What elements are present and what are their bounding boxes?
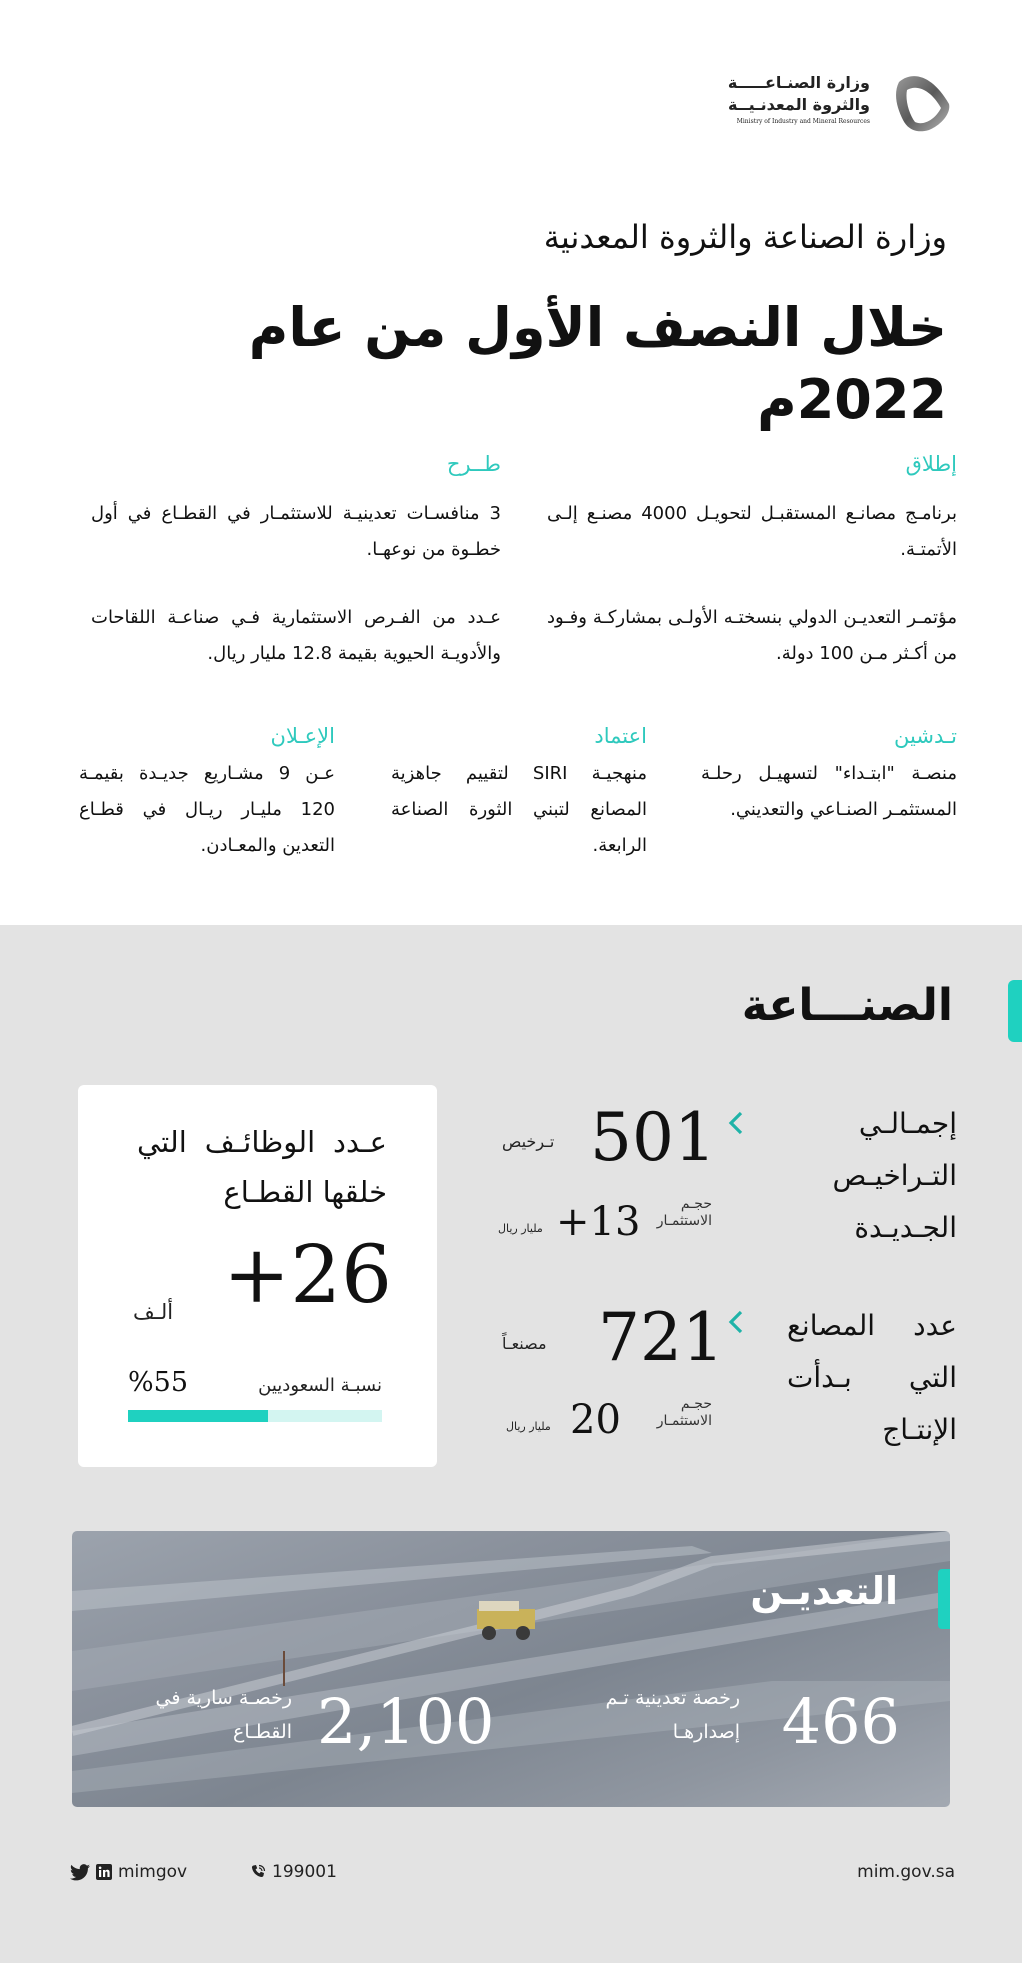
saudization-percent: %55	[128, 1367, 189, 1398]
highlight-offering	[91, 452, 501, 672]
factories-investment-label: حجـم الاستثمـار	[656, 1396, 712, 1429]
mining-active-label: رخصـة سارية في القطـاع	[155, 1687, 292, 1743]
highlight-heading: تـدشين	[894, 724, 957, 748]
factories-unit: مصنعـاً	[502, 1334, 547, 1353]
highlight-text: مؤتمـر التعديـن الدولي بنسختـه الأولـى بمشاركـة وفـود من أكـثر مـن 100 دولة.	[547, 607, 957, 664]
factories-investment-unit: مليار ريال	[506, 1420, 551, 1433]
saudization-progress-bar	[128, 1410, 382, 1422]
phone-number[interactable]: 199001	[272, 1862, 337, 1882]
page-subtitle: وزارة الصناعة والثروة المعدنية	[543, 218, 947, 256]
highlight-heading: طــرح	[446, 452, 501, 476]
mining-active-value: 2,100	[317, 1685, 495, 1758]
highlight-text: عـدد من الفـرص الاستثمارية فـي صناعـة اللقاحات والأدويـة الحيوية بقيمة 12.8 مليار ريال.	[91, 607, 501, 664]
highlight-adoption	[391, 724, 647, 864]
website-link[interactable]	[857, 1862, 955, 1882]
licenses-value: 501	[590, 1099, 716, 1176]
mining-accent-tab	[938, 1569, 950, 1629]
highlight-text: عـن 9 مشـاريع جديـدة بقيمـة 120 مليـار ريـال في قطـاع التعدين والمعـادن.	[79, 763, 335, 856]
factories-label: عدد المصانع التي بـدأت الإنتـاج	[787, 1309, 957, 1446]
chevron-left-icon	[726, 1309, 746, 1335]
phone-icon	[250, 1864, 266, 1880]
highlight-heading: إطلاق	[905, 452, 957, 476]
highlight-text: 3 منافسـات تعدينيـة للاستثمـار في القطـاع في أول خطـوة من نوعهـا.	[91, 503, 501, 560]
jobs-unit: ألـف	[133, 1300, 174, 1324]
page-title: خلال النصف الأول من عام 2022م	[248, 296, 947, 431]
highlight-text: برنامـج مصانـع المستقبـل لتحويـل 4000 مصنـع إلـى الأتمتـة.	[547, 503, 957, 560]
website-url[interactable]: mim.gov.sa	[857, 1862, 955, 1882]
highlight-text: منصـة "ابتـداء" لتسهيـل رحلـة المستثمـر الصنـاعي والتعديني.	[701, 763, 957, 820]
mining-title: التعديـن	[750, 1569, 898, 1613]
ribbon-logo-icon	[885, 68, 955, 138]
logo-text	[695, 72, 870, 125]
jobs-title: عـدد الوظائـف التي خلقها القطـاع	[137, 1125, 387, 1209]
mining-banner	[72, 1531, 950, 1807]
highlight-announcement	[79, 724, 335, 864]
industry-title: الصنـــاعة	[741, 980, 953, 1031]
licenses-unit: تـرخيص	[502, 1132, 555, 1151]
logo-name-ar-line2: والثروة المعدنـيــة	[727, 95, 870, 114]
jobs-value: +26	[223, 1228, 392, 1321]
footer	[70, 1862, 955, 1892]
mining-issued-value: 466	[781, 1685, 900, 1758]
highlight-heading: اعتماد	[594, 724, 647, 748]
phone-contact[interactable]	[250, 1862, 337, 1882]
ministry-logo	[695, 68, 955, 140]
logo-name-ar-line1: وزارة الصنـاعـــــة	[727, 73, 870, 92]
social-link[interactable]	[70, 1862, 187, 1882]
highlight-inauguration	[701, 724, 957, 828]
highlight-launch	[547, 452, 957, 672]
highlight-text: منهجيـة SIRI لتقييم جاهزية المصانع لتبني الثورة الصناعة الرابعة.	[391, 763, 647, 856]
saudization-row	[128, 1367, 382, 1401]
highlight-heading: الإعـلان	[270, 724, 335, 748]
licenses-investment-value: +13	[556, 1199, 641, 1245]
factories-investment-value: 20	[570, 1397, 621, 1443]
saudization-progress-fill	[128, 1410, 268, 1422]
twitter-icon[interactable]	[70, 1864, 90, 1881]
social-handle[interactable]: mimgov	[118, 1862, 188, 1882]
jobs-card	[78, 1085, 437, 1467]
chevron-left-icon	[726, 1110, 746, 1136]
factories-value: 721	[598, 1299, 724, 1376]
licenses-label: إجمـالـي التـراخيـص الجـديـدة	[832, 1107, 957, 1244]
section-accent-tab	[1008, 980, 1022, 1042]
mining-issued-label: رخصة تعدينية تـم إصدارهـا	[605, 1687, 740, 1743]
saudization-label: نسبـة السعوديين	[258, 1375, 382, 1396]
linkedin-icon[interactable]	[96, 1864, 112, 1880]
licenses-investment-unit: مليار ريال	[498, 1222, 543, 1235]
licenses-investment-label: حجـم الاستثمـار	[656, 1196, 712, 1229]
logo-name-en: Ministry of Industry and Mineral Resources	[736, 118, 870, 125]
